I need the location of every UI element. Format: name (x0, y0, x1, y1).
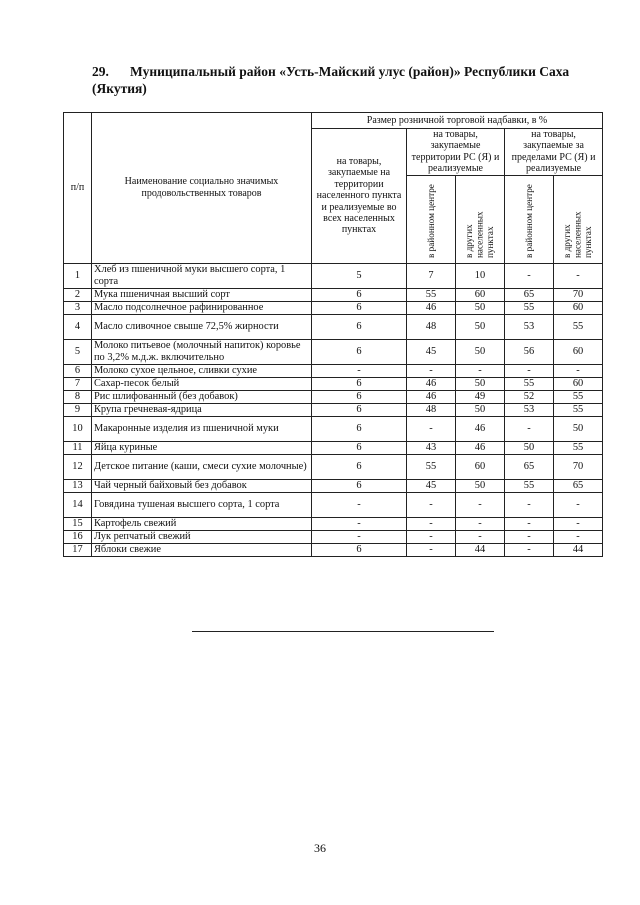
row-number: 16 (64, 530, 92, 543)
table-row (64, 479, 603, 492)
row-number: 14 (64, 492, 92, 517)
markup-value: 55 (407, 288, 456, 301)
markup-value: 10 (456, 263, 505, 288)
markup-value: 5 (312, 263, 407, 288)
section-number: 29. (92, 64, 109, 79)
markup-value: 6 (312, 403, 407, 416)
markup-value: 56 (505, 339, 554, 364)
product-name: Масло подсолнечное рафинированное (92, 301, 312, 314)
markup-value: 44 (456, 543, 505, 556)
markup-value: 55 (505, 377, 554, 390)
product-name: Детское питание (каши, смеси сухие молочные) (92, 454, 312, 479)
markup-value: 6 (312, 441, 407, 454)
markup-value: 60 (554, 377, 603, 390)
markup-value: - (456, 492, 505, 517)
product-name: Масло сливочное свыше 72,5% жирности (92, 314, 312, 339)
footer-rule (192, 631, 494, 632)
markup-value: 55 (554, 403, 603, 416)
markup-value: - (505, 492, 554, 517)
page-number: 36 (314, 841, 326, 855)
markup-value: - (456, 517, 505, 530)
markup-value: 45 (407, 339, 456, 364)
row-number: 10 (64, 416, 92, 441)
table-row (64, 530, 603, 543)
row-number: 4 (64, 314, 92, 339)
markup-value: 44 (554, 543, 603, 556)
markup-value: 7 (407, 263, 456, 288)
header-local: на товары, закупаемые на территории населенного пункта и реализуемые во всех населенных пунктах (312, 129, 407, 264)
table-row (64, 263, 603, 288)
markup-value: - (505, 517, 554, 530)
row-number: 17 (64, 543, 92, 556)
markup-value: - (312, 530, 407, 543)
product-name: Хлеб из пшеничной муки высшего сорта, 1 сорта (92, 263, 312, 288)
markup-value: 55 (505, 301, 554, 314)
header-num: п/п (64, 113, 92, 264)
markup-value: 50 (456, 403, 505, 416)
product-name: Макаронные изделия из пшеничной муки (92, 416, 312, 441)
row-number: 8 (64, 390, 92, 403)
product-name: Сахар-песок белый (92, 377, 312, 390)
row-number: 3 (64, 301, 92, 314)
markup-value: - (407, 543, 456, 556)
markup-value: - (407, 364, 456, 377)
header-outside-other-settlements: в других населенных пунктах (562, 211, 594, 259)
table-row (64, 543, 603, 556)
markup-value: - (554, 364, 603, 377)
product-name: Крупа гречневая-ядрица (92, 403, 312, 416)
markup-value: 50 (456, 314, 505, 339)
row-number: 13 (64, 479, 92, 492)
markup-value: 50 (456, 479, 505, 492)
markup-value: 52 (505, 390, 554, 403)
markup-value: 50 (456, 377, 505, 390)
product-name: Рис шлифованный (без добавок) (92, 390, 312, 403)
markup-value: 65 (505, 288, 554, 301)
header-rs-inside: на товары, закупаемые территории РС (Я) и реализуемые (407, 129, 505, 176)
markup-value: - (312, 492, 407, 517)
markup-value: - (407, 416, 456, 441)
table-row (64, 364, 603, 377)
markup-value: - (407, 517, 456, 530)
row-number: 7 (64, 377, 92, 390)
markup-value: 60 (456, 288, 505, 301)
markup-value: 6 (312, 479, 407, 492)
header-inside-other-settlements: в других населенных пунктах (464, 211, 496, 259)
table-row (64, 339, 603, 364)
product-name: Говядина тушеная высшего сорта, 1 сорта (92, 492, 312, 517)
product-name: Молоко сухое цельное, сливки сухие (92, 364, 312, 377)
markup-value: - (554, 492, 603, 517)
table-row (64, 517, 603, 530)
markup-value: 46 (407, 390, 456, 403)
markup-value: 6 (312, 314, 407, 339)
product-name: Молоко питьевое (молочный напиток) коровье по 3,2% м.д.ж. включительно (92, 339, 312, 364)
markup-value: 6 (312, 301, 407, 314)
product-name: Картофель свежий (92, 517, 312, 530)
markup-value: 48 (407, 403, 456, 416)
product-name: Яйца куриные (92, 441, 312, 454)
markup-value: - (505, 416, 554, 441)
markup-value: 65 (554, 479, 603, 492)
markup-value: 46 (456, 441, 505, 454)
markup-value: - (312, 364, 407, 377)
markup-value: 6 (312, 377, 407, 390)
markup-value: 50 (554, 416, 603, 441)
markup-value: 46 (407, 377, 456, 390)
row-number: 9 (64, 403, 92, 416)
table-row (64, 403, 603, 416)
row-number: 2 (64, 288, 92, 301)
markup-value: 50 (505, 441, 554, 454)
markup-value: 46 (456, 416, 505, 441)
markup-value: 55 (554, 441, 603, 454)
product-name: Яблоки свежие (92, 543, 312, 556)
markup-value: 55 (554, 390, 603, 403)
markup-value: 6 (312, 390, 407, 403)
header-name: Наименование социально значимых продовольственных товаров (92, 113, 312, 264)
table-row (64, 416, 603, 441)
table-row (64, 288, 603, 301)
markup-value: 65 (505, 454, 554, 479)
row-number: 12 (64, 454, 92, 479)
markup-value: 55 (554, 314, 603, 339)
table-row (64, 390, 603, 403)
markup-value: - (505, 364, 554, 377)
product-name: Мука пшеничная высший сорт (92, 288, 312, 301)
product-name: Лук репчатый свежий (92, 530, 312, 543)
header-rs-outside: на товары, закупаемые за пределами РС (Я) и реализуемые (505, 129, 603, 176)
table-row (64, 454, 603, 479)
markup-value: - (554, 517, 603, 530)
markup-value: - (554, 263, 603, 288)
section-title: Муниципальный район «Усть-Майский улус (район)» Республики Саха (Якутия) (92, 64, 570, 96)
markup-value: 46 (407, 301, 456, 314)
markup-value: 6 (312, 543, 407, 556)
markup-table (63, 112, 603, 557)
table-row (64, 377, 603, 390)
table-row (64, 314, 603, 339)
markup-value: - (505, 263, 554, 288)
markup-value: 6 (312, 339, 407, 364)
markup-value: 60 (554, 339, 603, 364)
table-row (64, 301, 603, 314)
markup-value: - (456, 364, 505, 377)
markup-value: 70 (554, 454, 603, 479)
section-heading (92, 63, 602, 97)
markup-value: - (312, 517, 407, 530)
row-number: 1 (64, 263, 92, 288)
markup-value: - (505, 543, 554, 556)
markup-value: - (407, 530, 456, 543)
row-number: 5 (64, 339, 92, 364)
markup-value: 48 (407, 314, 456, 339)
markup-value: 43 (407, 441, 456, 454)
markup-value: 50 (456, 339, 505, 364)
row-number: 6 (64, 364, 92, 377)
row-number: 15 (64, 517, 92, 530)
markup-value: - (407, 492, 456, 517)
markup-value: 49 (456, 390, 505, 403)
header-markup: Размер розничной торговой надбавки, в % (312, 113, 603, 129)
markup-value: 70 (554, 288, 603, 301)
markup-value: 6 (312, 288, 407, 301)
markup-value: 55 (505, 479, 554, 492)
markup-value: 55 (407, 454, 456, 479)
table-row (64, 441, 603, 454)
markup-value: - (554, 530, 603, 543)
markup-value: 6 (312, 416, 407, 441)
markup-value: - (456, 530, 505, 543)
markup-value: 6 (312, 454, 407, 479)
markup-value: - (505, 530, 554, 543)
markup-value: 53 (505, 403, 554, 416)
product-name: Чай черный байховый без добавок (92, 479, 312, 492)
markup-value: 50 (456, 301, 505, 314)
markup-value: 45 (407, 479, 456, 492)
markup-value: 53 (505, 314, 554, 339)
header-outside-district-center: в районном центре (523, 184, 534, 259)
header-inside-district-center: в районном центре (425, 184, 436, 259)
table-row (64, 492, 603, 517)
markup-value: 60 (554, 301, 603, 314)
row-number: 11 (64, 441, 92, 454)
markup-value: 60 (456, 454, 505, 479)
